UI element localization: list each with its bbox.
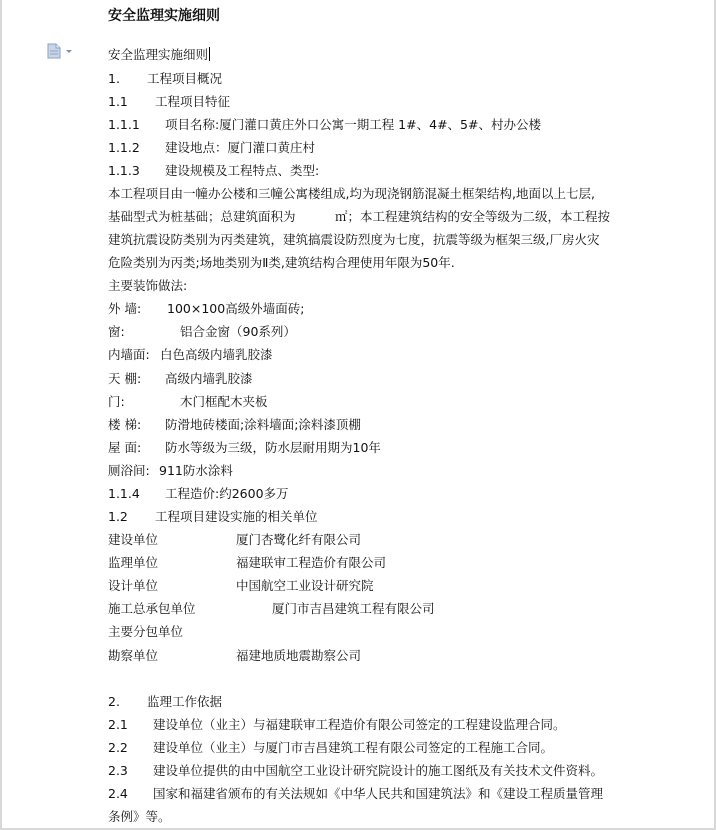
unit-value: 厦门杏鹭化纤有限公司 (236, 532, 362, 547)
finish-label: 内墙面: (108, 347, 150, 362)
finish-value: 100×100高级外墙面砖; (167, 301, 305, 316)
finish-label: 屋 面: (108, 440, 142, 455)
finish-label: 窗: (108, 324, 125, 339)
basis-item: 建设单位提供的由中国航空工业设计研究院设计的施工图纸及有关技术文件资料。 (153, 763, 604, 778)
section-1-title: 工程项目概况 (147, 71, 223, 86)
basis-item: 国家和福建省颁布的有关法规如《中华人民共和国建筑法》和《建设工程质量管理 (153, 786, 604, 801)
basis-num: 2.2 (108, 740, 128, 755)
basis-item: 建设单位（业主）与厦门市吉昌建筑工程有限公司签定的工程施工合同。 (153, 740, 554, 755)
unit-value: 福建联审工程造价有限公司 (236, 555, 387, 570)
unit-label: 勘察单位 (108, 648, 159, 663)
project-name: 项目名称:厦门灌口黄庄外口公寓一期工程 1#、4#、5#、村办公楼 (165, 117, 541, 132)
document-heading[interactable]: 安全监理实施细则 (108, 47, 209, 62)
section-1-1-4-num: 1.1.4 (108, 486, 140, 501)
section-1-1-3-num: 1.1.3 (108, 163, 140, 178)
unit-value: 厦门市吉昌建筑工程有限公司 (272, 601, 435, 616)
project-cost: 工程造价:约2600多万 (165, 486, 289, 501)
finish-label: 外 墙: (108, 301, 142, 316)
text-cursor (209, 47, 210, 61)
unit-value: 中国航空工业设计研究院 (236, 578, 374, 593)
paragraph-line-2b: ㎡；本工程建筑结构的安全等级为二级，本工程按 (335, 209, 611, 224)
unit-label: 设计单位 (108, 578, 159, 593)
section-2-title: 监理工作依据 (147, 694, 223, 709)
document-icon[interactable] (47, 43, 73, 59)
section-2-num: 2. (108, 694, 120, 709)
page-left-border (0, 0, 2, 830)
unit-label: 施工总承包单位 (108, 601, 196, 616)
paragraph-line-3: 建筑抗震设防类别为丙类建筑，建筑搞震设防烈度为七度，抗震等级为框架三级,厂房火灾 (108, 232, 600, 247)
finish-value: 铝合金窗（90系列） (180, 324, 296, 339)
section-1-1-2-num: 1.1.2 (108, 140, 140, 155)
section-1-2-title: 工程项目建设实施的相关单位 (155, 509, 318, 524)
basis-num: 2.4 (108, 786, 128, 801)
basis-continuation: 条例》等。 (108, 809, 171, 824)
paragraph-line-2a: 基础型式为桩基础；总建筑面积为 (108, 209, 296, 224)
finish-label: 厕浴间: (108, 463, 150, 478)
finish-value: 高级内墙乳胶漆 (165, 371, 253, 386)
paragraph-line-4: 危险类别为丙类;场地类别为Ⅱ类,建筑结构合理使用年限为50年. (108, 255, 455, 270)
unit-value: 福建地质地震勘察公司 (236, 648, 362, 663)
paragraph-line-1: 本工程项目由一幢办公楼和三幢公寓楼组成,均为现浇钢筋混凝土框架结构,地面以上七层, (108, 186, 595, 201)
unit-label: 监理单位 (108, 555, 159, 570)
basis-num: 2.3 (108, 763, 128, 778)
section-1: 1. (108, 71, 120, 86)
section-1-1-title: 工程项目特征 (155, 94, 231, 109)
finish-value: 防水等级为三级，防水层耐用期为10年 (165, 440, 381, 455)
finish-title: 主要装饰做法: (108, 278, 188, 293)
basis-item: 建设单位（业主）与福建联审工程造价有限公司签定的工程建设监理合同。 (153, 717, 566, 732)
section-1-2-num: 1.2 (108, 509, 128, 524)
section-1-1-3-title: 建设规模及工程特点、类型: (165, 163, 320, 178)
finish-label: 天 棚: (108, 371, 142, 386)
finish-value: 白色高级内墙乳胶漆 (160, 347, 273, 362)
section-1-1-num: 1.1 (108, 94, 128, 109)
finish-value: 防滑地砖楼面;涂料墙面;涂料漆顶棚 (165, 417, 361, 432)
finish-value: 911防水涂料 (159, 463, 233, 478)
basis-num: 2.1 (108, 717, 128, 732)
document-title: 安全监理实施细则 (108, 8, 220, 24)
project-location: 建设地点：厦门灌口黄庄村 (165, 140, 316, 155)
finish-label: 门: (108, 394, 125, 409)
unit-label: 主要分包单位 (108, 624, 184, 639)
finish-label: 楼 梯: (108, 417, 142, 432)
section-1-1-1-num: 1.1.1 (108, 117, 140, 132)
unit-label: 建设单位 (108, 532, 159, 547)
finish-value: 木门框配木夹板 (180, 394, 268, 409)
